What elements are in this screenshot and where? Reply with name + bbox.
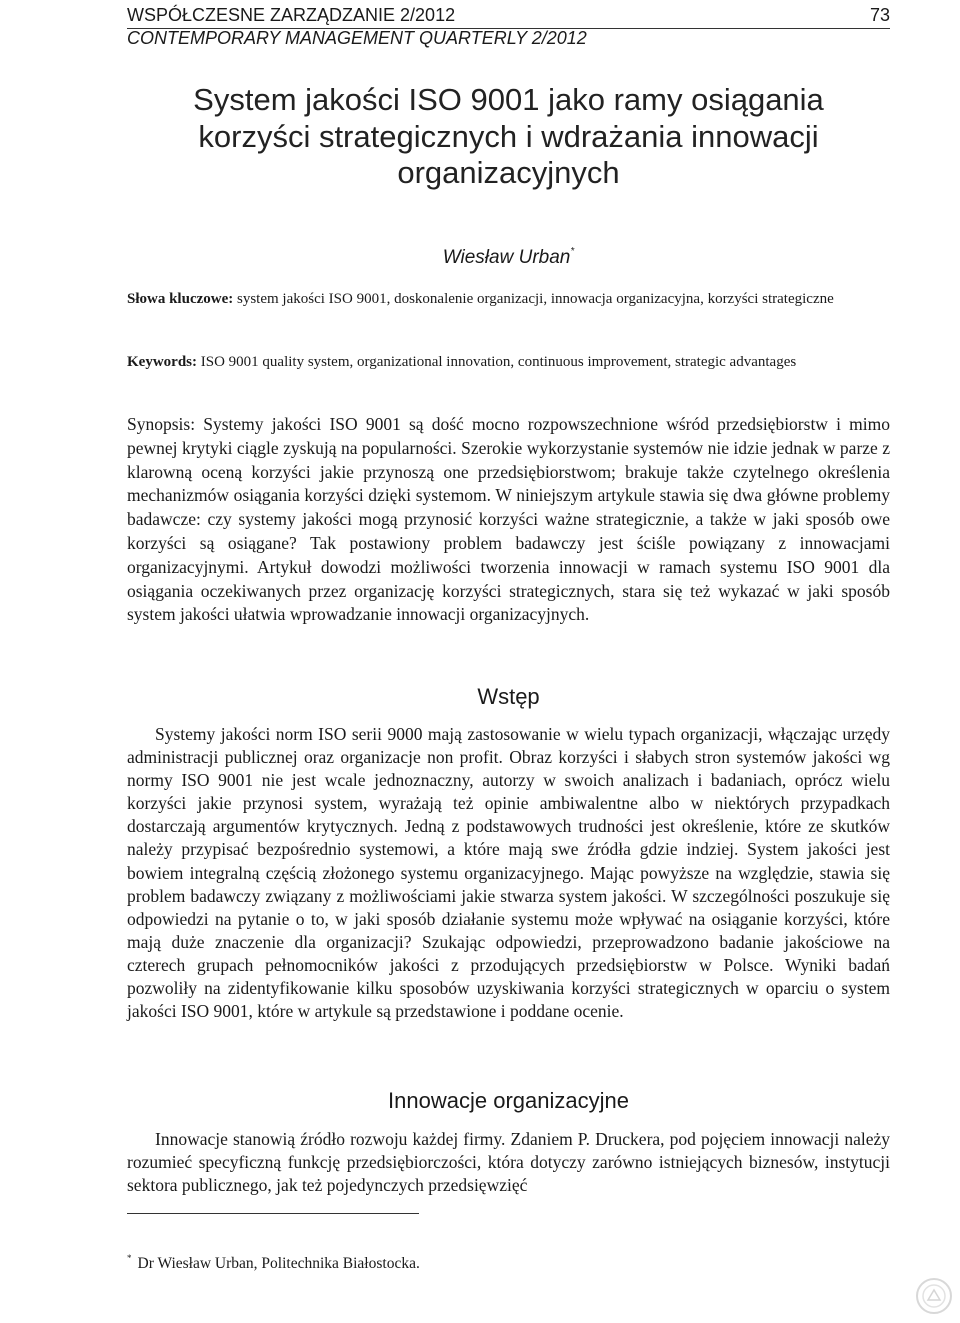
keywords-pl-text: system jakości ISO 9001, doskonalenie organizacji, innowacja organizacyjna, korzyści strategiczne [233, 291, 834, 307]
footnote-mark: * [127, 1253, 132, 1263]
author-name: Wiesław Urban [442, 247, 571, 268]
header-rule [127, 28, 890, 29]
title-line: organizacyjnych [397, 155, 620, 190]
section-text-innowacje: Innowacje stanowią źródło rozwoju każdej firmy. Zdaniem P. Druckera, pod pojęciem innowacji należy rozumieć specyficzną funkcję przedsiębiorczości, która dotyczy zarówno istniejących biznesów, instytucji sektora publicznego, jak też pojedynczych przedsięwzięć [127, 1129, 890, 1196]
title-line: System jakości ISO 9001 jako ramy osiągania [193, 82, 824, 117]
keywords-en-label: Keywords: [127, 354, 197, 370]
author-line [127, 240, 890, 270]
section-heading-wstep: Wstęp [477, 684, 540, 709]
page-badge-icon [914, 1276, 954, 1316]
keywords-polish [127, 288, 888, 310]
keywords-english [127, 351, 888, 373]
footnote-text: Dr Wiesław Urban, Politechnika Białostocka. [137, 1255, 420, 1272]
synopsis: Synopsis: Systemy jakości ISO 9001 są dość mocno rozpowszechnione wśród przedsiębiorstw i mimo pewnej krytyki ciągle zyskują na popularności. Szerokie wykorzystanie systemów nie idzie jednak w parze z klarowną oceną korzyści jakie przynoszą one przedsiębiorstwom; brakuje także czytelnego określenia mechanizmów osiągania korzyści dzięki systemom. W niniejszym artykule stawia się dwa główne problemy badawcze: czy systemy jakości mogą przynosić korzyści ważne strategicznie, a także w jaki sposób owe korzyści są osiągane? Tak postawiony problem badawczy jest ściśle powiązany z innowacjami organizacyjnymi. Artykuł dowodzi możliwości tworzenia innowacji w ramach systemu ISO 9001 dla osiągania oczekiwanych przez organizację korzyści strategicznych, stara się też wykazać w jaki sposób system jakości ułatwia wprowadzanie innowacji organizacyjnych. [127, 414, 890, 625]
author-footnote-mark: * [570, 246, 575, 257]
journal-title-en: CONTEMPORARY MANAGEMENT QUARTERLY 2/2012 [127, 28, 587, 48]
footnote [127, 1248, 890, 1274]
page-number: 73 [869, 5, 890, 25]
keywords-pl-label: Słowa kluczowe: [127, 291, 234, 307]
title-line: korzyści strategicznych i wdrażania innowacji [198, 118, 819, 154]
article-title [127, 82, 890, 192]
running-header [127, 4, 890, 50]
keywords-en-text: ISO 9001 quality system, organizational innovation, continuous improvement, strategic advantages [197, 354, 797, 370]
section-text-wstep: Systemy jakości norm ISO serii 9000 mają zastosowanie w wielu typach organizacji, włączając urzędy administracji publicznej oraz organizacje non profit. Obraz korzyści i słabych stron systemów jakości wg normy ISO 9001 nie jest wcale jednoznaczny, autorzy w swoich analizach i badaniach, oprócz wielu korzyści jakie przynosi system, wyrażają też opinie ambiwalentne albo w niektórych przypadkach dostarczają argumentów krytycznych. Jedną z podstawowych trudności jest określenie, które ze skutków należy przypisać bezpośrednio systemowi, a które mają swe źródła gdzie indziej. System jakości jest bowiem integralną częścią złożonego systemu organizacyjnego. Mając powyższe na względzie, stawia się problem badawczy związany z możliwościami jakie stwarza system jakości. W szczególności poszukuje się odpowiedzi na pytanie o to, w jaki sposób działanie systemu może wpływać na osiąganie korzyści, które mają duże znaczenie dla organizacji? Szukając odpowiedzi, przeprowadzono badanie jakościowe na czterech grupach pełnomocników jakości z przodujących przedsiębiorstw w Polsce. Wyniki badań pozwoliły na zidentyfikowanie kilku sposobów uzyskiwania korzyści strategicznych w oparciu o system jakości ISO 9001, które w artykule są przedstawione i poddane ocenie. [127, 724, 890, 1022]
section-heading-innowacje: Innowacje organizacyjne [388, 1088, 629, 1113]
footnote-rule [127, 1213, 419, 1214]
journal-title-pl: WSPÓŁCZESNE ZARZĄDZANIE 2/2012 [127, 5, 456, 25]
